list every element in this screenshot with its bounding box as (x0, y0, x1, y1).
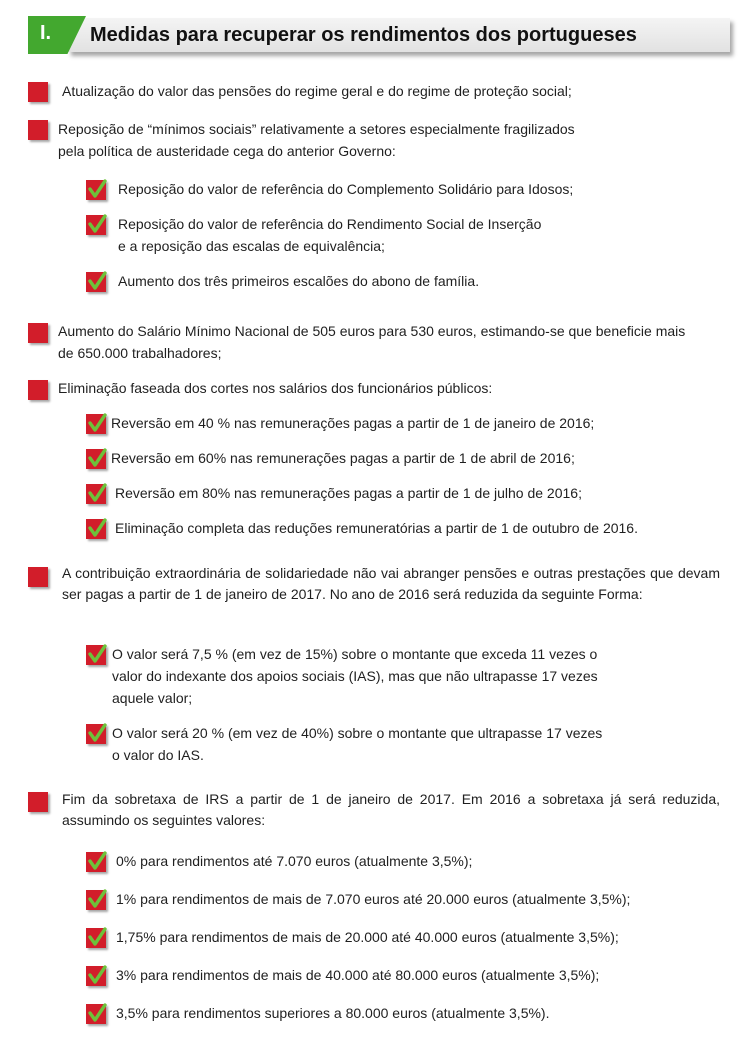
item-line: de 650.000 trabalhadores; (58, 345, 222, 361)
sub-item (111, 447, 575, 469)
item-line: pela política de austeridade cega do anterior Governo: (58, 143, 396, 159)
sub-item-line: aquele valor; (112, 690, 193, 706)
sub-item-line: e a reposição das escalas de equivalência; (118, 238, 385, 254)
sub-item (115, 482, 582, 504)
list-item-6: Fim da sobretaxa de IRS a partir de 1 de janeiro de 2017. Em 2016 a sobretaxa já será reduzida, assumindo os seguintes valores: (62, 791, 720, 828)
green-check-icon (86, 852, 106, 872)
sub-item (116, 926, 619, 948)
sub-item-line: O valor será 20 % (em vez de 40%) sobre o montante que ultrapasse 17 vezes (112, 725, 603, 741)
item-line: Eliminação faseada dos cortes nos salários dos funcionários públicos: (58, 380, 493, 396)
green-check-icon (86, 414, 106, 434)
list-item-4 (58, 377, 492, 399)
section-title: Medidas para recuperar os rendimentos dos portugueses (90, 24, 637, 46)
sub-item-line: Reposição do valor de referência do Rendimento Social de Inserção (118, 216, 542, 232)
red-square-icon (28, 567, 48, 587)
sub-item-line: o valor do IAS. (112, 747, 204, 763)
green-check-icon (86, 1004, 106, 1024)
sub-item-line: Reversão em 60% nas remunerações pagas a partir de 1 de abril de 2016; (111, 450, 575, 466)
red-square-icon (28, 120, 48, 140)
green-check-icon (86, 272, 106, 292)
sub-item-line: Reposição do valor de referência do Complemento Solidário para Idosos; (118, 181, 574, 197)
item-line: Atualização do valor das pensões do regime geral e do regime de proteção social; (62, 83, 572, 99)
sub-item-line: 0% para rendimentos até 7.070 euros (atualmente 3,5%); (116, 853, 473, 869)
sub-item (118, 178, 573, 200)
sub-item-line: 1,75% para rendimentos de mais de 20.000 até 40.000 euros (atualmente 3,5%); (116, 929, 619, 945)
red-square-icon (28, 792, 48, 812)
sub-item-line: 1% para rendimentos de mais de 7.070 euros até 20.000 euros (atualmente 3,5%); (116, 891, 631, 907)
item-line: Aumento do Salário Mínimo Nacional de 505 euros para 530 euros, estimando-se que beneficie mais (58, 323, 686, 339)
green-check-icon (86, 928, 106, 948)
sub-item-line: Reversão em 40 % nas remunerações pagas a partir de 1 de janeiro de 2016; (111, 415, 595, 431)
sub-item-line: Eliminação completa das reduções remuneratórias a partir de 1 de outubro de 2016. (115, 520, 638, 536)
sub-item (116, 964, 599, 986)
sub-item (118, 213, 541, 257)
list-item-5: A contribuição extraordinária de solidariedade não vai abranger pensões e outras prestações que devam ser pagas a partir de 1 de janeiro de 2017. No ano de 2016 será reduzida da seguinte Forma: (62, 565, 720, 602)
section-number: I. (40, 22, 52, 44)
list-item-1 (62, 80, 572, 102)
sub-item (111, 412, 594, 434)
sub-item-line: Aumento dos três primeiros escalões do abono de família. (118, 273, 480, 289)
green-check-icon (86, 519, 106, 539)
red-square-icon (28, 380, 48, 400)
sub-item-line: Reversão em 80% nas remunerações pagas a partir de 1 de julho de 2016; (115, 485, 582, 501)
green-check-icon (86, 215, 106, 235)
green-check-icon (86, 484, 106, 504)
green-check-icon (86, 966, 106, 986)
item-line: Reposição de “mínimos sociais” relativamente a setores especialmente fragilizados (58, 121, 575, 137)
green-check-icon (86, 724, 106, 744)
section-header (28, 16, 712, 56)
red-square-icon (28, 323, 48, 343)
green-check-icon (86, 449, 106, 469)
sub-item (112, 722, 602, 766)
green-check-icon (86, 890, 106, 910)
sub-item-line: 3,5% para rendimentos superiores a 80.000 euros (atualmente 3,5%). (116, 1005, 550, 1021)
red-square-icon (28, 82, 48, 102)
sub-item-line: 3% para rendimentos de mais de 40.000 até 80.000 euros (atualmente 3,5%); (116, 967, 600, 983)
sub-item (116, 1002, 549, 1024)
list-item-2 (58, 118, 575, 162)
green-check-icon (86, 180, 106, 200)
sub-item (112, 643, 598, 709)
sub-item (116, 850, 472, 872)
sub-item-line: valor do indexante dos apoios sociais (IAS), mas que não ultrapasse 17 vezes (112, 668, 598, 684)
sub-item (118, 270, 479, 292)
sub-item (116, 888, 630, 910)
green-check-icon (86, 645, 106, 665)
list-item-3 (58, 320, 685, 364)
sub-item (115, 517, 638, 539)
sub-item-line: O valor será 7,5 % (em vez de 15%) sobre o montante que exceda 11 vezes o (112, 646, 598, 662)
